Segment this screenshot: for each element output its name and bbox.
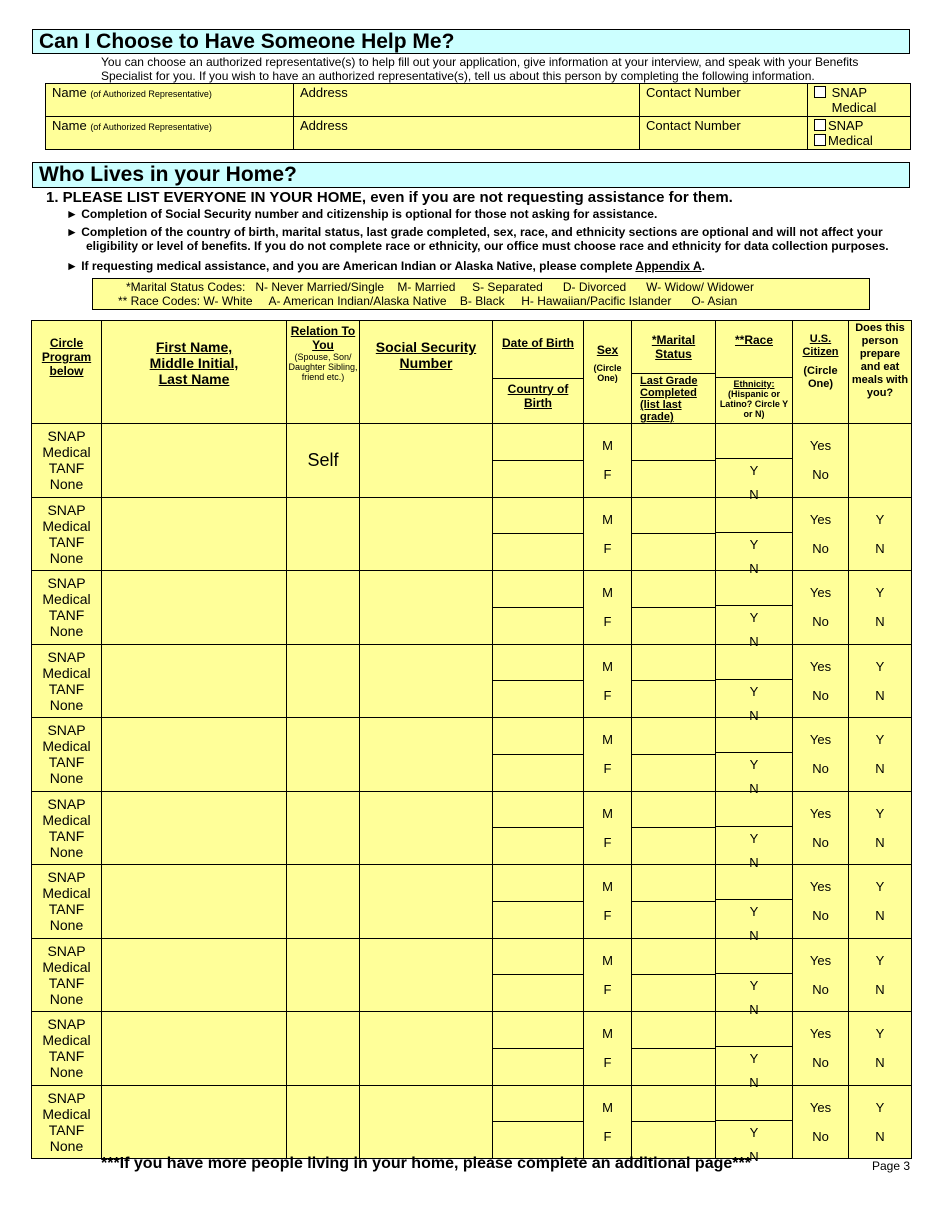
col-header-sex: Sex (Circle One) (584, 321, 632, 424)
footer-note: ***If you have more people living in your home, please complete an additional page*** (101, 1155, 751, 1172)
race-cell (716, 644, 793, 723)
grade-input[interactable] (632, 755, 715, 791)
sex-cell (584, 644, 632, 718)
ssn-input[interactable] (360, 791, 493, 865)
citizen-cell (793, 644, 849, 718)
rep-program-checks (808, 84, 911, 117)
rep-snap-checkbox[interactable]: SNAP (814, 85, 904, 100)
ssn-input[interactable] (360, 1012, 493, 1086)
sex-cell (584, 571, 632, 645)
authorized-rep-intro: You can choose an authorized representative(s) to help fill out your application, give information at your interview, and speak with your Benefits Specialist for you. If you wish to have an authorized representative(s), tell us about this person by completing the following information. (101, 55, 859, 83)
dob-cell (493, 424, 584, 498)
race-input[interactable] (716, 424, 792, 459)
relation-input[interactable] (287, 644, 360, 718)
name-input[interactable] (102, 424, 287, 498)
country-input[interactable] (493, 755, 583, 791)
citizen-cell (793, 497, 849, 571)
meals-options[interactable]: Y N (875, 805, 885, 850)
program-options[interactable]: SNAP Medical TANF None (42, 722, 91, 787)
ethnicity-options[interactable]: Y N (749, 536, 759, 576)
question-1: 1. PLEASE LIST EVERYONE IN YOUR HOME, even if you are not requesting assistance for them. (46, 189, 733, 206)
program-cell (32, 571, 102, 645)
grade-input[interactable] (632, 608, 715, 644)
race-cell (716, 718, 793, 796)
appendix-a-link[interactable]: Appendix A (635, 259, 702, 273)
name-input[interactable] (102, 644, 287, 718)
section-title-household: Who Lives in your Home? (32, 162, 910, 188)
name-input[interactable] (102, 1012, 287, 1086)
rep-program-checks (808, 117, 911, 150)
program-options[interactable]: SNAP Medical TANF None (42, 575, 91, 640)
country-input[interactable] (493, 902, 583, 938)
marital-cell (632, 1012, 716, 1086)
col-header-ssn: Social Security Number (360, 321, 493, 424)
sex-cell (584, 865, 632, 939)
citizen-cell (793, 424, 849, 498)
rep-snap-checkbox[interactable]: SNAP (814, 118, 904, 133)
self-label: Self (307, 449, 339, 470)
dob-input[interactable] (493, 1012, 583, 1049)
marital-input[interactable] (632, 792, 715, 829)
race-input[interactable] (716, 1086, 792, 1121)
rep-name-field[interactable]: Name (of Authorized Representative) (46, 117, 294, 150)
citizen-options[interactable]: Yes No (809, 1099, 832, 1144)
rep-address-field[interactable]: Address (294, 84, 640, 117)
program-cell (32, 644, 102, 718)
marital-cell (632, 791, 716, 865)
table-row (32, 718, 912, 792)
dob-cell (493, 1085, 584, 1159)
col-header-relation: Relation To You (Spouse, Son/ Daughter Sibling, friend etc.) (287, 321, 360, 424)
meals-cell (849, 571, 912, 645)
ethnicity-options[interactable]: Y N (749, 463, 759, 502)
race-input[interactable] (716, 498, 792, 533)
sex-options[interactable]: M F (602, 732, 613, 777)
table-row (32, 497, 912, 571)
race-cell (716, 1085, 793, 1164)
relation-input[interactable] (287, 865, 360, 939)
relation-input[interactable] (287, 497, 360, 571)
marital-input[interactable] (632, 498, 715, 535)
citizen-options[interactable]: Yes No (809, 879, 832, 924)
dob-cell (493, 1012, 584, 1086)
meals-options[interactable]: Y N (875, 952, 885, 997)
race-input[interactable] (716, 571, 792, 606)
meals-options[interactable]: Y N (875, 879, 885, 924)
race-input[interactable] (716, 718, 792, 753)
meals-cell (849, 1085, 912, 1159)
dob-cell (493, 718, 584, 792)
ssn-input[interactable] (360, 571, 493, 645)
rep-contact-field[interactable]: Contact Number (640, 84, 808, 117)
program-options[interactable]: SNAP Medical TANF None (42, 869, 91, 934)
dob-cell (493, 938, 584, 1012)
marital-input[interactable] (632, 1086, 715, 1123)
citizen-cell (793, 1012, 849, 1086)
marital-cell (632, 644, 716, 718)
relation-input[interactable] (287, 1085, 360, 1159)
ssn-input[interactable] (360, 644, 493, 718)
program-cell (32, 1085, 102, 1159)
sex-options[interactable]: M F (602, 805, 613, 850)
sex-cell (584, 1012, 632, 1086)
instruction-bullet: ► Completion of the country of birth, marital status, last grade completed, sex, race, and ethnicity sections are optional and will not affect your eligibility or level of benefits. If you do not complete race or ethnicity, our office must choose race and ethnicity for data collection purposes. (66, 225, 889, 253)
ethnicity-options[interactable]: Y N (749, 1124, 759, 1164)
citizen-cell (793, 1085, 849, 1159)
checkbox-icon (814, 86, 826, 98)
relation-input[interactable] (287, 791, 360, 865)
race-input[interactable] (716, 939, 792, 974)
marital-cell (632, 865, 716, 939)
instruction-bullet: ► If requesting medical assistance, and you are American Indian or Alaska Native, please complete Appendix A. (66, 259, 705, 273)
dob-input[interactable] (493, 718, 583, 755)
grade-input[interactable] (632, 681, 715, 717)
grade-input[interactable] (632, 828, 715, 864)
marital-cell (632, 718, 716, 792)
ssn-input[interactable] (360, 497, 493, 571)
sex-options[interactable]: M F (602, 438, 613, 483)
sex-cell (584, 718, 632, 792)
race-input[interactable] (716, 1012, 792, 1047)
marital-cell (632, 571, 716, 645)
ethnicity-options[interactable]: Y N (749, 757, 759, 796)
country-input[interactable] (493, 681, 583, 717)
checkbox-icon (814, 119, 826, 131)
meals-options[interactable]: Y N (875, 658, 885, 703)
marital-input[interactable] (632, 1012, 715, 1049)
rep-address-field[interactable]: Address (294, 117, 640, 150)
meals-options[interactable]: Y N (875, 1099, 885, 1144)
table-row (32, 1085, 912, 1159)
sex-options[interactable]: M F (602, 585, 613, 630)
sex-cell (584, 497, 632, 571)
country-input[interactable] (493, 608, 583, 644)
checkbox-icon (814, 134, 826, 146)
ethnicity-options[interactable]: Y N (749, 610, 759, 649)
dob-cell (493, 497, 584, 571)
instruction-bullet: ► Completion of Social Security number and citizenship is optional for those not asking for assistance. (66, 207, 658, 221)
dob-cell (493, 644, 584, 718)
race-input[interactable] (716, 792, 792, 827)
meals-cell (849, 644, 912, 718)
sex-cell (584, 791, 632, 865)
sex-options[interactable]: M F (602, 952, 613, 997)
citizen-options[interactable]: Yes No (809, 732, 832, 777)
country-input[interactable] (493, 975, 583, 1011)
meals-options[interactable]: Y N (875, 511, 885, 556)
name-input[interactable] (102, 938, 287, 1012)
ssn-input[interactable] (360, 1085, 493, 1159)
marital-input[interactable] (632, 939, 715, 976)
sex-cell (584, 1085, 632, 1159)
page-number: Page 3 (872, 1159, 911, 1173)
ethnicity-options[interactable]: Y N (749, 904, 759, 943)
grade-input[interactable] (632, 1122, 715, 1158)
dob-input[interactable] (493, 865, 583, 902)
dob-input[interactable] (493, 645, 583, 682)
citizen-cell (793, 865, 849, 939)
program-cell (32, 865, 102, 939)
citizen-options[interactable]: Yes No (809, 1026, 832, 1071)
name-input[interactable] (102, 865, 287, 939)
codes-legend (92, 278, 870, 310)
country-input[interactable] (493, 1122, 583, 1158)
meals-options[interactable]: Y N (875, 732, 885, 777)
sex-options[interactable]: M F (602, 658, 613, 703)
citizen-options[interactable]: Yes No (809, 438, 832, 483)
ethnicity-options[interactable]: Y N (749, 1051, 759, 1090)
sex-options[interactable]: M F (602, 879, 613, 924)
race-cell (716, 791, 793, 870)
dob-cell (493, 571, 584, 645)
citizen-cell (793, 718, 849, 792)
authorized-rep-table (45, 83, 911, 150)
grade-input[interactable] (632, 534, 715, 570)
race-input[interactable] (716, 865, 792, 900)
table-row (32, 644, 912, 718)
meals-cell (849, 865, 912, 939)
program-cell (32, 424, 102, 498)
citizen-options[interactable]: Yes No (809, 585, 832, 630)
grade-input[interactable] (632, 975, 715, 1011)
name-input[interactable] (102, 571, 287, 645)
program-options[interactable]: SNAP Medical TANF None (42, 1089, 91, 1154)
authorized-rep-row (46, 117, 911, 150)
program-options[interactable]: SNAP Medical TANF None (42, 428, 91, 493)
citizen-options[interactable]: Yes No (809, 658, 832, 703)
table-header-row (32, 321, 912, 424)
table-row (32, 424, 912, 498)
table-row (32, 791, 912, 865)
country-input[interactable] (493, 828, 583, 864)
authorized-rep-row (46, 84, 911, 117)
grade-input[interactable] (632, 1049, 715, 1085)
ethnicity-options[interactable]: Y N (749, 830, 759, 870)
country-input[interactable] (493, 461, 583, 497)
meals-cell (849, 791, 912, 865)
meals-cell (849, 424, 912, 498)
race-codes: ** Race Codes: W- White A- American Indian/Alaska Native B- Black H- Hawaiian/Pacific Islander O- Asian (118, 294, 738, 308)
dob-cell (493, 865, 584, 939)
race-cell (716, 424, 793, 502)
meals-options[interactable]: Y N (875, 1026, 885, 1071)
dob-input[interactable] (493, 939, 583, 976)
citizen-cell (793, 571, 849, 645)
program-options[interactable]: SNAP Medical TANF None (42, 501, 91, 566)
name-input[interactable] (102, 1085, 287, 1159)
program-cell (32, 497, 102, 571)
program-options[interactable]: SNAP Medical TANF None (42, 648, 91, 713)
meals-cell (849, 938, 912, 1012)
relation-input[interactable] (287, 938, 360, 1012)
marital-cell (632, 938, 716, 1012)
program-cell (32, 791, 102, 865)
rep-name-field[interactable]: Name (of Authorized Representative) (46, 84, 294, 117)
meals-cell (849, 497, 912, 571)
sex-options[interactable]: M F (602, 1099, 613, 1144)
table-row (32, 1012, 912, 1086)
col-header-citizen: U.S. Citizen (Circle One) (793, 321, 849, 424)
col-header-name: First Name, Middle Initial, Last Name (102, 321, 287, 424)
citizen-options[interactable]: Yes No (809, 805, 832, 850)
dob-input[interactable] (493, 498, 583, 535)
race-cell (716, 571, 793, 649)
program-options[interactable]: SNAP Medical TANF None (42, 942, 91, 1007)
ethnicity-options[interactable]: Y N (749, 977, 759, 1017)
relation-input[interactable] (287, 1012, 360, 1086)
race-cell (716, 1012, 793, 1090)
section-title-authorized-rep: Can I Choose to Have Someone Help Me? (32, 29, 910, 54)
sex-options[interactable]: M F (602, 1026, 613, 1071)
relation-input[interactable] (287, 571, 360, 645)
program-cell (32, 1012, 102, 1086)
grade-input[interactable] (632, 461, 715, 497)
race-cell (716, 865, 793, 943)
dob-input[interactable] (493, 1086, 583, 1123)
marital-cell (632, 1085, 716, 1159)
ssn-input[interactable] (360, 865, 493, 939)
meals-cell (849, 1012, 912, 1086)
col-header-dob: Date of Birth Country of Birth (493, 321, 584, 424)
marital-input[interactable] (632, 424, 715, 461)
col-header-race: **Race Ethnicity: (Hispanic or Latino? Circle Y or N) (716, 321, 793, 424)
sex-cell (584, 424, 632, 498)
ssn-input[interactable] (360, 718, 493, 792)
ethnicity-options[interactable]: Y N (749, 683, 759, 723)
name-input[interactable] (102, 718, 287, 792)
rep-contact-field[interactable]: Contact Number (640, 117, 808, 150)
program-options[interactable]: SNAP Medical TANF None (42, 795, 91, 860)
marital-cell (632, 424, 716, 498)
dob-input[interactable] (493, 792, 583, 829)
program-cell (32, 938, 102, 1012)
citizen-options[interactable]: Yes No (809, 511, 832, 556)
race-cell (716, 497, 793, 576)
meals-cell (849, 718, 912, 792)
name-input[interactable] (102, 497, 287, 571)
name-input[interactable] (102, 791, 287, 865)
table-row (32, 938, 912, 1012)
marital-codes: *Marital Status Codes: N- Never Married/Single M- Married S- Separated D- Divorced W- Widow/ Widower (126, 280, 754, 294)
col-header-program: Circle Program below (32, 321, 102, 424)
country-input[interactable] (493, 534, 583, 570)
marital-input[interactable] (632, 718, 715, 755)
citizen-cell (793, 791, 849, 865)
relation-input[interactable] (287, 718, 360, 792)
program-options[interactable]: SNAP Medical TANF None (42, 1016, 91, 1081)
dob-input[interactable] (493, 424, 583, 461)
col-header-meals: Does this person prepare and eat meals with you? (849, 321, 912, 424)
race-cell (716, 938, 793, 1017)
marital-input[interactable] (632, 865, 715, 902)
citizen-options[interactable]: Yes No (809, 952, 832, 997)
table-row (32, 571, 912, 645)
program-cell (32, 718, 102, 792)
marital-cell (632, 497, 716, 571)
citizen-cell (793, 938, 849, 1012)
relation-input[interactable] (287, 424, 360, 498)
dob-input[interactable] (493, 571, 583, 608)
rep-medical-checkbox[interactable]: Medical (831, 100, 877, 115)
col-header-marital: *Marital Status Last Grade Completed (list last grade) (632, 321, 716, 424)
marital-input[interactable] (632, 571, 715, 608)
table-row (32, 865, 912, 939)
ssn-input[interactable] (360, 938, 493, 1012)
dob-cell (493, 791, 584, 865)
country-input[interactable] (493, 1049, 583, 1085)
race-input[interactable] (716, 645, 792, 680)
sex-options[interactable]: M F (602, 511, 613, 556)
meals-options[interactable]: Y N (875, 585, 885, 630)
grade-input[interactable] (632, 902, 715, 938)
marital-input[interactable] (632, 645, 715, 682)
sex-cell (584, 938, 632, 1012)
ssn-input[interactable] (360, 424, 493, 498)
rep-medical-checkbox[interactable]: Medical (814, 133, 904, 148)
